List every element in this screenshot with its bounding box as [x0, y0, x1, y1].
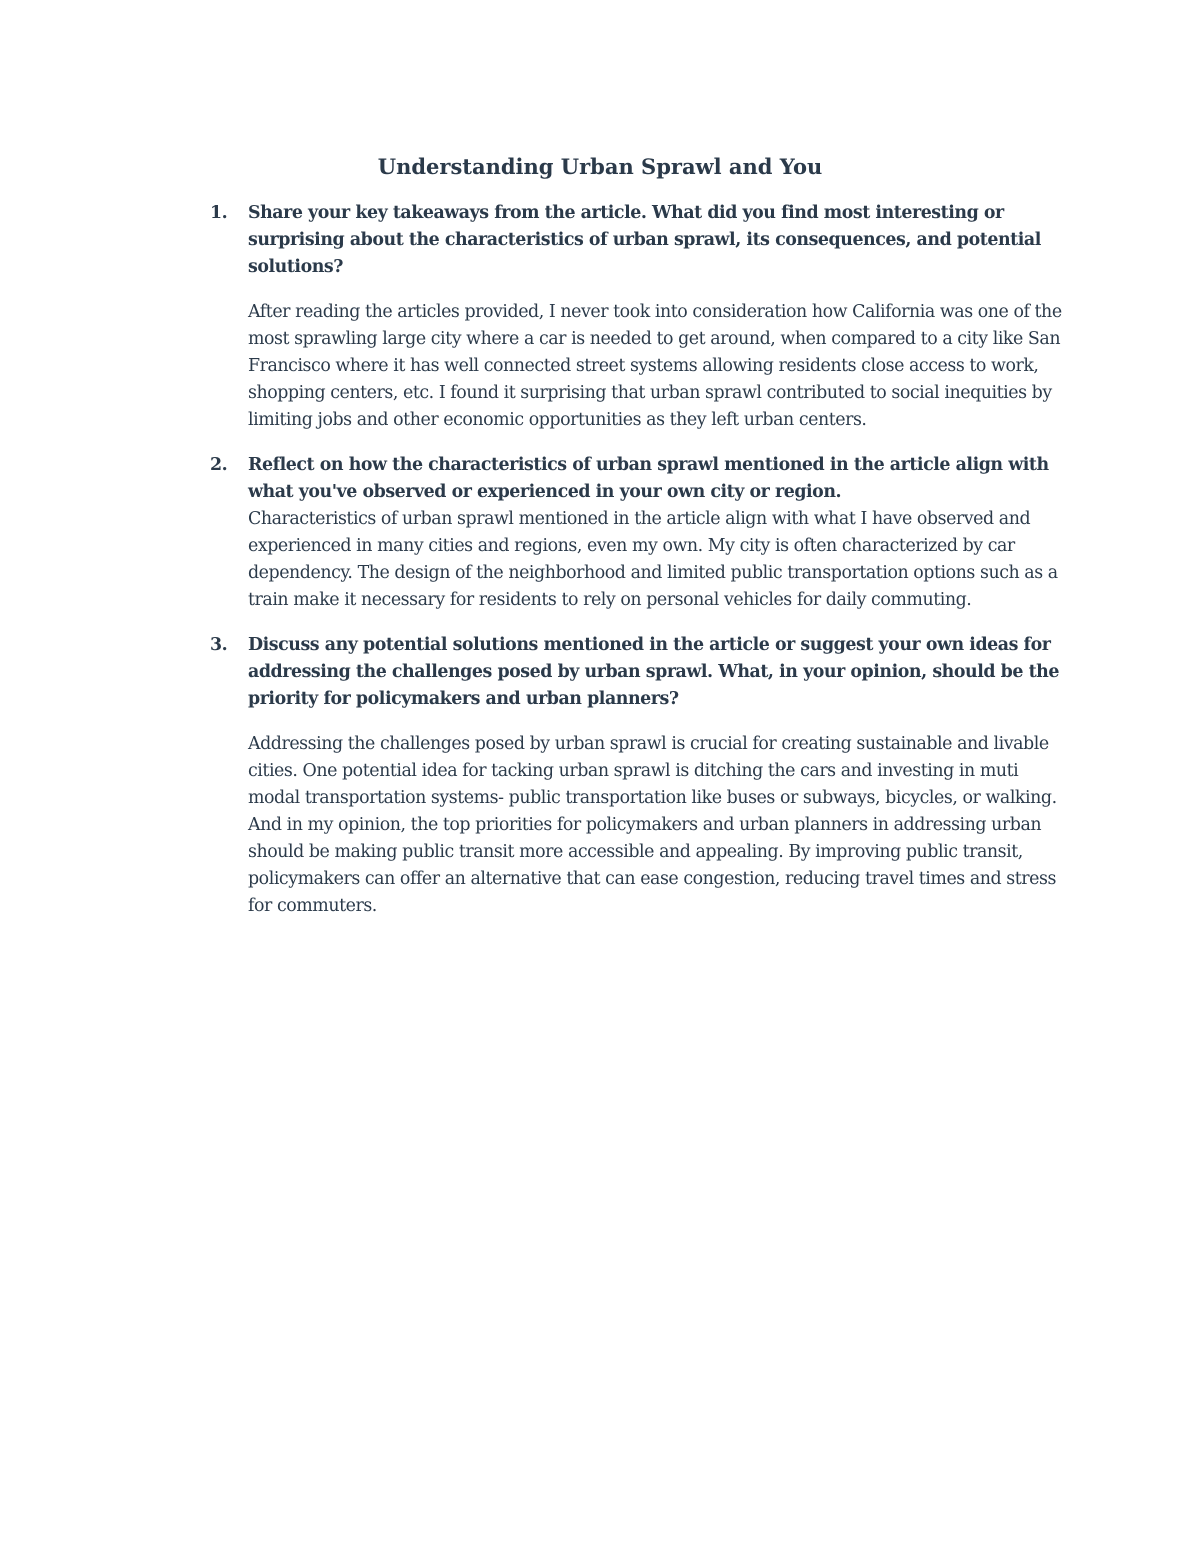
question-number: 1.	[210, 203, 228, 223]
question-item-3	[210, 632, 1070, 920]
question-text: Discuss any potential solutions mentioned in the article or suggest your own ideas for addressing the challenges posed by urban sprawl. What, in your opinion, should be the priority for policymakers and urban planners?	[248, 635, 1059, 709]
question-item-2	[210, 452, 1070, 614]
question-text: Share your key takeaways from the article. What did you find most interesting or surprising about the characteristics of urban sprawl, its consequences, and potential solutions?	[248, 203, 1041, 277]
question-number: 2.	[210, 455, 228, 475]
question-number: 3.	[210, 635, 228, 655]
answer-text: After reading the articles provided, I never took into consideration how California was one of the most sprawling large city where a car is needed to get around, when compared to a city like San Francisco where it has well connected street systems allowing residents close access to work, shopping centers, etc. I found it surprising that urban sprawl contributed to social inequities by limiting jobs and other economic opportunities as they left urban centers.	[248, 302, 1062, 430]
question-list	[210, 200, 1070, 920]
answer-text: Characteristics of urban sprawl mentioned in the article align with what I have observed and experienced in many cities and regions, even my own. My city is often characterized by car dependency. The design of the neighborhood and limited public transportation options such as a train make it necessary for residents to rely on personal vehicles for daily commuting.	[248, 509, 1058, 610]
question-item-1	[210, 200, 1070, 434]
document-title: Understanding Urban Sprawl and You	[377, 154, 823, 179]
question-text: Reflect on how the characteristics of urban sprawl mentioned in the article align with what you've observed or experienced in your own city or region.	[248, 455, 1049, 502]
answer-text: Addressing the challenges posed by urban sprawl is crucial for creating sustainable and livable cities. One potential idea for tacking urban sprawl is ditching the cars and investing in muti modal transportation systems- public transportation like buses or subways, bicycles, or walking. And in my opinion, the top priorities for policymakers and urban planners in addressing urban should be making public transit more accessible and appealing. By improving public transit, policymakers can offer an alternative that can ease congestion, reducing travel times and stress for commuters.	[248, 734, 1057, 916]
